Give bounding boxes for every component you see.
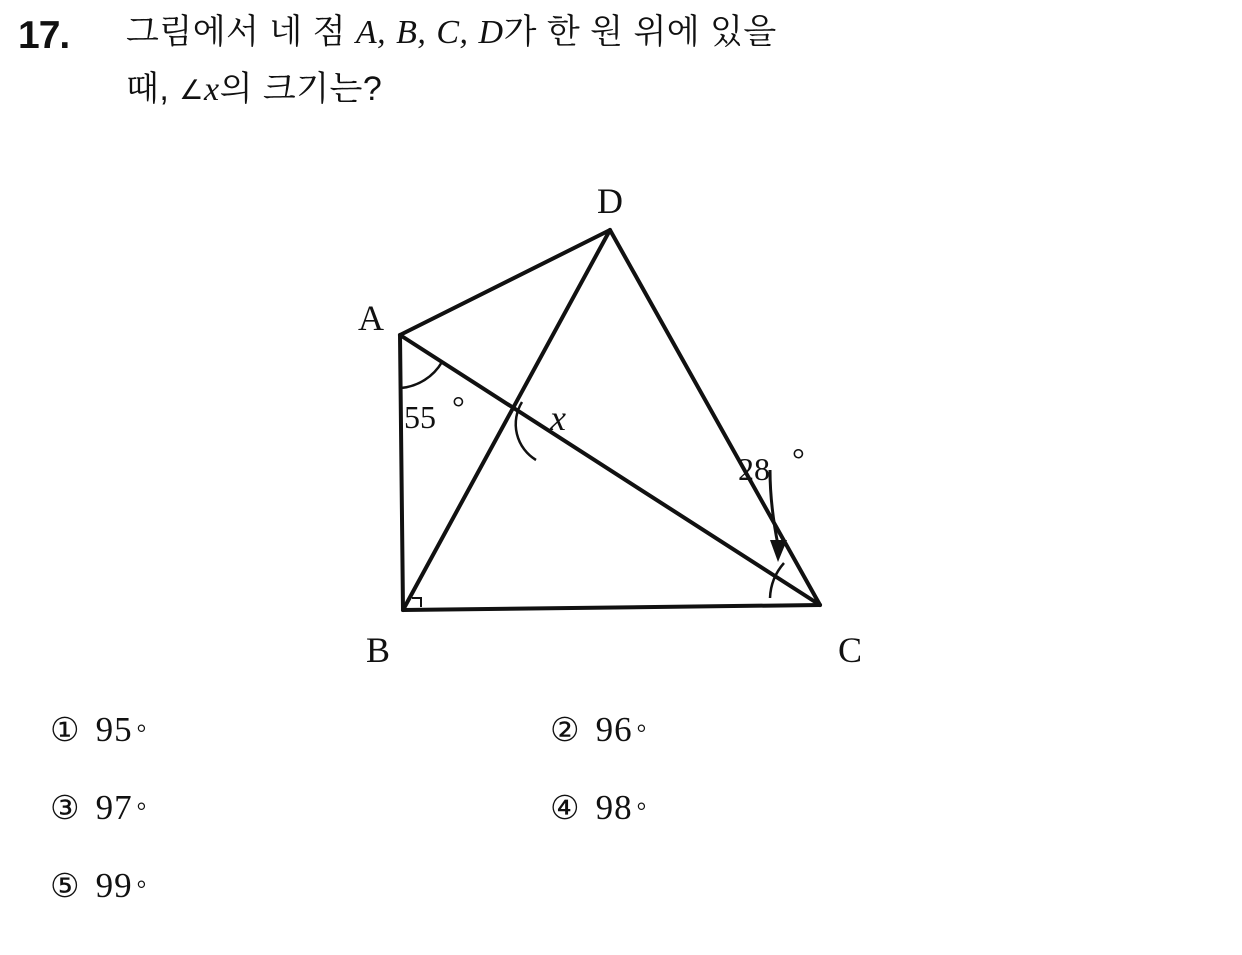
point-label-A: A,	[355, 14, 387, 51]
figure-label-C: C	[838, 630, 863, 670]
choice-option-3[interactable]	[50, 788, 550, 828]
figure-angle-C-degree: °	[792, 441, 805, 477]
question-text-part-4: 의 크기는?	[219, 70, 383, 109]
choice-value-1: 95	[95, 710, 133, 749]
choice-marker-3: ③	[50, 788, 80, 827]
degree-symbol-5: °	[136, 877, 147, 903]
figure-angle-A-value: 55	[404, 399, 436, 435]
angle-pointer-arrowhead	[770, 540, 787, 562]
choice-option-1[interactable]	[50, 710, 550, 750]
point-label-C: C,	[436, 14, 469, 51]
choice-option-4[interactable]	[550, 788, 1050, 828]
figure-label-B: B	[366, 630, 391, 670]
choice-marker-2: ②	[550, 710, 580, 749]
figure-label-A: A	[358, 298, 384, 338]
choice-option-2[interactable]	[550, 710, 1050, 750]
point-label-D: D	[478, 14, 504, 51]
choice-marker-5: ⑤	[50, 866, 80, 905]
point-label-B: B,	[396, 14, 427, 51]
choice-value-4: 98	[595, 788, 633, 827]
choice-option-5[interactable]	[50, 866, 550, 906]
choice-value-2: 96	[595, 710, 633, 749]
degree-symbol-1: °	[136, 721, 147, 747]
question-line-1	[126, 8, 1198, 57]
angle-pointer-line	[770, 470, 778, 545]
angle-mark-B	[412, 598, 421, 607]
choice-value-5: 99	[95, 866, 133, 905]
choice-value-3: 97	[95, 788, 133, 827]
figure-angle-A-degree: °	[452, 389, 465, 425]
variable-x: x	[203, 71, 220, 109]
question-number: 17.	[18, 14, 70, 57]
choice-marker-1: ①	[50, 710, 80, 749]
question-line-2	[126, 61, 1198, 110]
segment-DC	[610, 230, 820, 605]
question-text-part-1: 그림에서 네 점	[126, 13, 356, 51]
angle-arc-A	[401, 362, 442, 388]
answer-choices	[50, 710, 1050, 944]
question-text-part-3: 때,	[126, 70, 180, 109]
angle-arc-x	[516, 402, 536, 460]
segment-AB	[400, 335, 403, 610]
geometry-figure	[300, 170, 900, 680]
figure-angle-C-value: 28	[738, 451, 770, 487]
figure-angle-x-label: x	[550, 398, 566, 438]
question-text-part-2: 가 한 원 위에 있을	[503, 13, 777, 51]
segment-AD	[400, 230, 610, 335]
question-block	[18, 8, 1198, 110]
angle-symbol-icon: ∠	[179, 75, 204, 107]
degree-symbol-4: °	[636, 799, 647, 825]
choice-row	[50, 788, 1050, 866]
degree-symbol-3: °	[136, 799, 147, 825]
figure-label-D: D	[597, 181, 623, 221]
choice-marker-4: ④	[550, 788, 580, 827]
choice-row	[50, 866, 1050, 944]
segment-BC	[403, 605, 820, 610]
degree-symbol-2: °	[636, 721, 647, 747]
choice-row	[50, 710, 1050, 788]
